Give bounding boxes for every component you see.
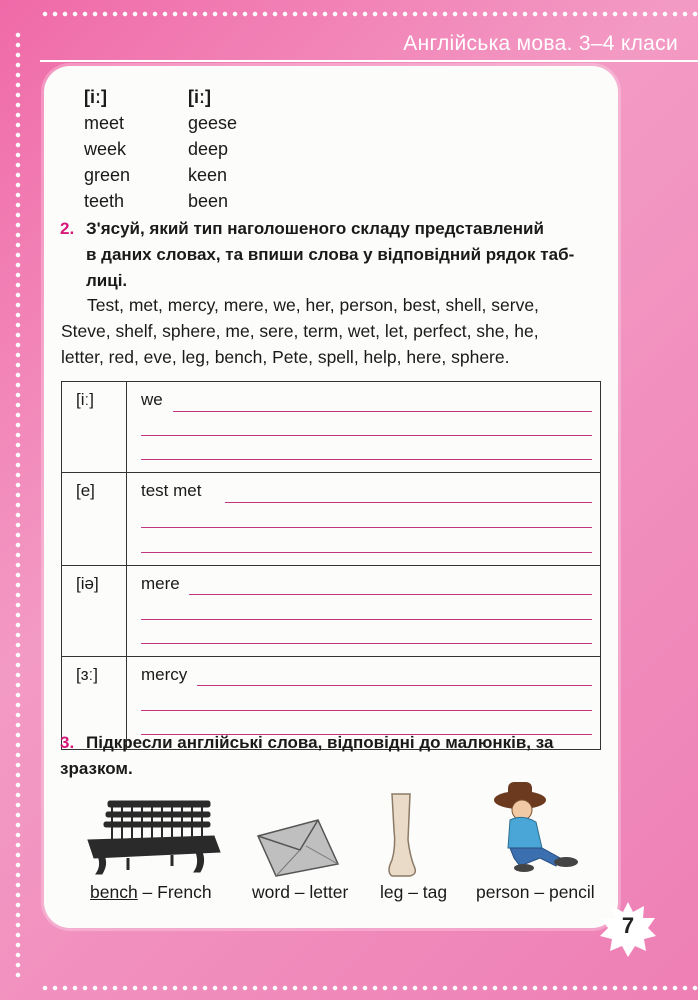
- sound-symbol: [iː]: [62, 382, 127, 473]
- leg-picture: [389, 794, 415, 876]
- column-heading: [iː]: [188, 87, 211, 107]
- word: teeth: [84, 191, 125, 211]
- page-number: 7: [621, 913, 635, 938]
- word-list-line: Test, met, mercy, mere, we, her, person, best, shell, serve,: [87, 295, 539, 315]
- word-list-line: Steve, shelf, sphere, me, sere, term, wet, let, perfect, she, he,: [61, 321, 539, 341]
- word: green: [84, 165, 131, 185]
- caption-bench[interactable]: [90, 882, 212, 903]
- example-word: mere: [141, 574, 180, 593]
- sound-symbol: [e]: [62, 473, 127, 566]
- caption-leg[interactable]: leg – tag: [380, 882, 448, 902]
- instruction-line: зразком.: [60, 759, 133, 778]
- underlined-answer: bench: [90, 882, 138, 902]
- envelope-picture: [258, 820, 338, 876]
- sound-symbol: [ɜː]: [62, 657, 127, 750]
- example-word: we: [141, 390, 163, 409]
- page-header-title: Англійська мова. 3–4 класи: [403, 32, 678, 55]
- column-heading: [iː]: [84, 87, 107, 107]
- word: meet: [84, 113, 125, 133]
- task-number: 2.: [60, 219, 75, 238]
- example-word: mercy: [141, 665, 188, 684]
- word: keen: [188, 165, 228, 185]
- instruction-line: лиці.: [86, 271, 128, 290]
- caption-person[interactable]: person – pencil: [476, 882, 595, 902]
- word-list-line: letter, red, eve, leg, bench, Pete, spell, help, here, sphere.: [61, 347, 510, 367]
- example-word: test met: [141, 481, 202, 500]
- word: geese: [188, 113, 238, 133]
- instruction-line: З'ясуй, який тип наголошеного складу представлений: [86, 219, 544, 238]
- instruction-line: Підкресли англійські слова, відповідні до малюнків, за: [86, 733, 554, 752]
- word: week: [84, 139, 127, 159]
- task-number: 3.: [60, 733, 75, 752]
- word: deep: [188, 139, 229, 159]
- sound-symbol: [iə]: [62, 566, 127, 657]
- word: been: [188, 191, 229, 211]
- caption-envelope[interactable]: word – letter: [252, 882, 349, 902]
- caption-rest: – French: [137, 882, 212, 902]
- bench-picture: [88, 801, 220, 874]
- person-picture: [494, 782, 578, 872]
- instruction-line: в даних словах, та впиши слова у відповідний рядок таб-: [86, 245, 575, 264]
